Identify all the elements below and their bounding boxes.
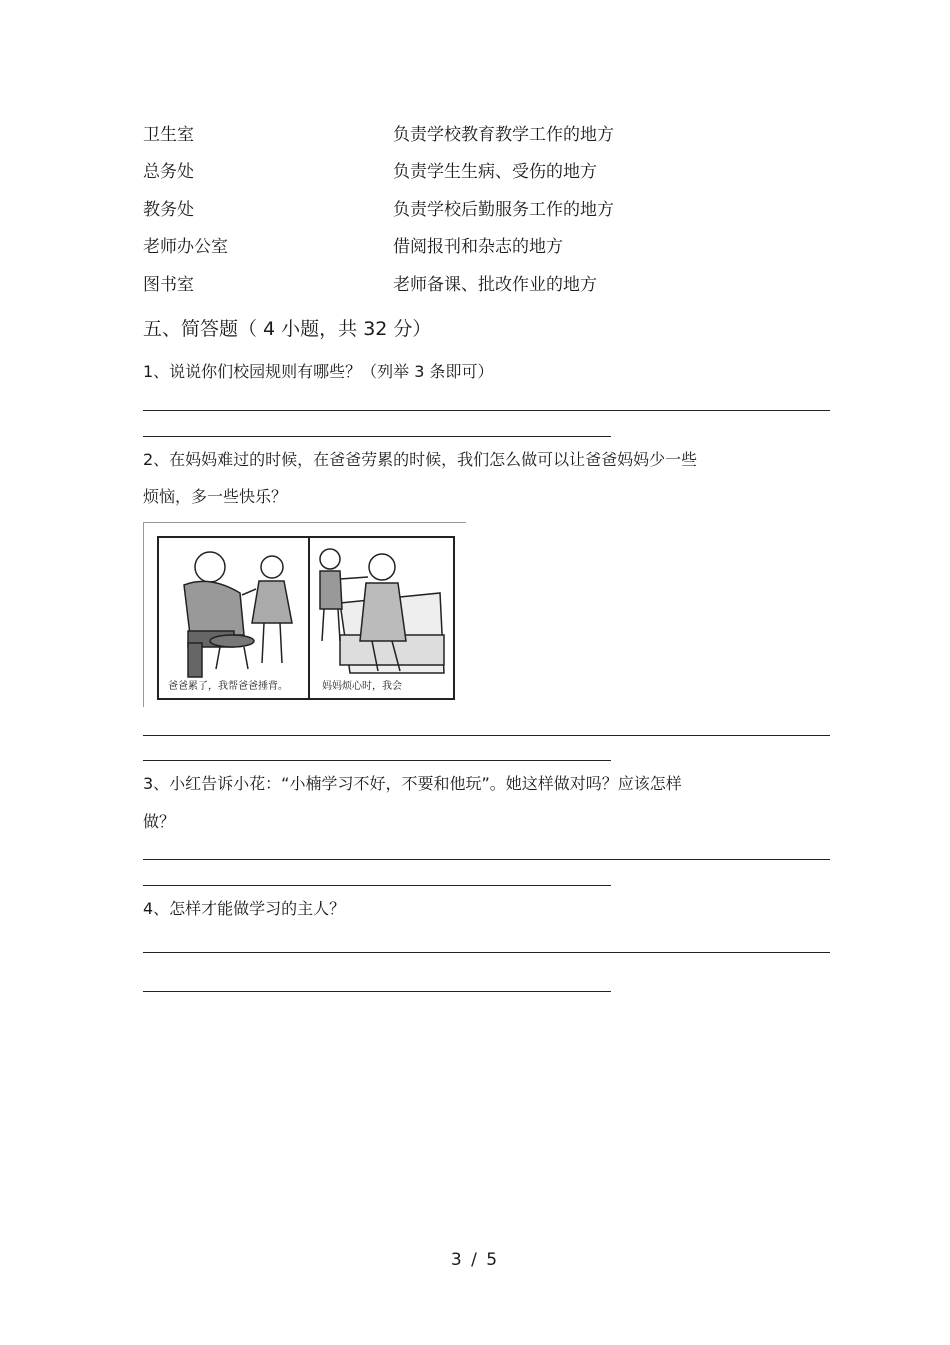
question-3-line-1: 3、小红告诉小花：“小楠学习不好，不要和他玩”。她这样做对吗？应该怎样	[143, 774, 682, 793]
answer-line-1a[interactable]	[143, 410, 830, 411]
caption-right: 妈妈烦心时，我会	[322, 681, 402, 692]
answer-line-3b[interactable]	[143, 885, 611, 886]
answer-line-1b[interactable]	[143, 436, 611, 437]
answer-line-3a[interactable]	[143, 859, 830, 860]
section-heading: 五、简答题（ 4 小题，共 32 分）	[143, 318, 432, 340]
question-3-line-2: 做？	[143, 812, 176, 831]
answer-line-4b[interactable]	[143, 991, 611, 992]
answer-line-2b[interactable]	[143, 760, 611, 761]
answer-line-4a[interactable]	[143, 952, 830, 953]
question-2-line-2: 烦恼，多一些快乐？	[143, 487, 288, 506]
caption-left: 爸爸累了，我帮爸爸捶背。	[168, 681, 288, 692]
question-1: 1、说说你们校园规则有哪些？（列举 3 条即可）	[143, 362, 494, 381]
match-left-1: 卫生室	[143, 125, 194, 145]
question-2-line-1: 2、在妈妈难过的时候，在爸爸劳累的时候，我们怎么做可以让爸爸妈妈少一些	[143, 450, 698, 469]
match-left-3: 教务处	[143, 200, 194, 220]
question-4: 4、怎样才能做学习的主人？	[143, 899, 346, 918]
match-right-2: 负责学生生病、受伤的地方	[393, 162, 597, 182]
match-right-3: 负责学校后勤服务工作的地方	[393, 200, 614, 220]
match-left-5: 图书室	[143, 275, 194, 295]
page-number: 3 / 5	[450, 1250, 500, 1270]
match-right-1: 负责学校教育教学工作的地方	[393, 125, 614, 145]
match-left-2: 总务处	[143, 162, 194, 182]
illustration-figure	[143, 522, 466, 707]
match-left-4: 老师办公室	[143, 237, 228, 257]
match-right-4: 借阅报刊和杂志的地方	[393, 237, 563, 257]
match-right-5: 老师备课、批改作业的地方	[393, 275, 597, 295]
answer-line-2a[interactable]	[143, 735, 830, 736]
